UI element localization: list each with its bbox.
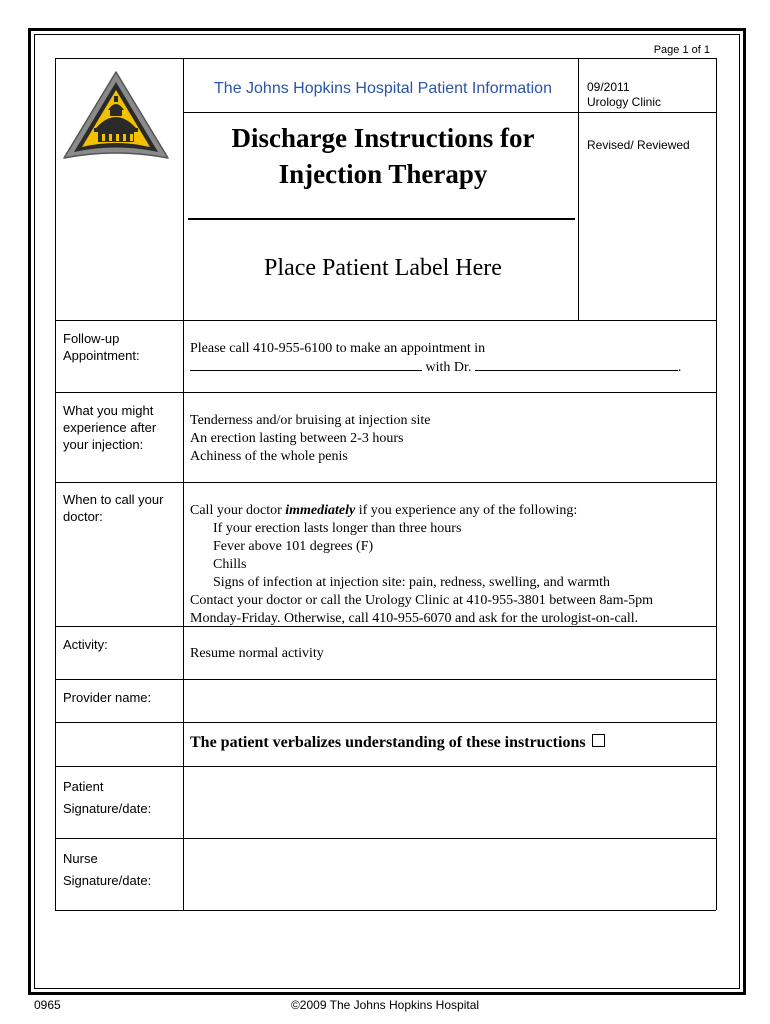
patient-label-placeholder: Place Patient Label Here: [264, 255, 502, 281]
table-divider-header-right: [578, 58, 579, 320]
row-divider: [55, 392, 716, 393]
patient-signature-label: [63, 776, 181, 820]
document-title-line2: Injection Therapy: [278, 159, 488, 189]
list-item: If your erection lasts longer than three hours: [213, 521, 462, 536]
row-divider: [55, 838, 716, 839]
nurse-label-line1: Nurse: [63, 851, 98, 866]
contact-line: Monday-Friday. Otherwise, call 410-955-6070 and ask for the urologist-on-call.: [190, 611, 639, 626]
copyright-notice: ©2009 The Johns Hopkins Hospital: [290, 998, 480, 1012]
revision-date: 09/2011: [587, 80, 630, 94]
table-border-right: [716, 58, 717, 910]
document-title-line1: Discharge Instructions for: [231, 123, 535, 153]
followup-fill-line: [190, 358, 710, 377]
patient-signature-field[interactable]: [186, 769, 714, 835]
department-name: Urology Clinic: [587, 95, 662, 109]
call-doctor-intro: [190, 502, 710, 520]
table-border-bottom: [55, 910, 716, 911]
contact-line: Contact your doctor or call the Urology Clinic at 410-955-3801 between 8am-5pm: [190, 593, 654, 608]
experience-list: [190, 412, 710, 466]
activity-text: Resume normal activity: [190, 646, 324, 661]
table-divider-label-column: [183, 58, 184, 910]
verbalize-text: The patient verbalizes understanding of these instructions: [190, 734, 586, 751]
list-item: Achiness of the whole penis: [190, 449, 348, 464]
row-divider: [55, 482, 716, 483]
followup-label: Follow-up Appointment:: [63, 331, 140, 363]
hospital-title: The Johns Hopkins Hospital Patient Information: [214, 80, 552, 97]
list-item: Signs of infection at injection site: pain, redness, swelling, and warmth: [213, 575, 610, 590]
table-border-left: [55, 58, 56, 910]
page-number: Page 1 of 1: [653, 44, 710, 56]
header-row-divider: [183, 112, 716, 113]
list-item: Fever above 101 degrees (F): [213, 539, 374, 554]
understanding-checkbox[interactable]: [592, 734, 605, 747]
with-dr-text: with Dr.: [422, 360, 475, 375]
row-divider: [55, 679, 716, 680]
title-underline: [188, 218, 575, 220]
table-border-top: [55, 58, 716, 59]
call-doctor-label: When to call your doctor:: [63, 492, 164, 524]
followup-content: [190, 340, 710, 377]
doctor-name-field[interactable]: [475, 358, 678, 371]
appointment-timeframe-field[interactable]: [190, 358, 422, 371]
verbalize-statement: [190, 734, 710, 752]
intro-text-end: if you experience any of the following:: [355, 503, 578, 518]
activity-label: Activity:: [63, 637, 108, 652]
list-item: Tenderness and/or bruising at injection site: [190, 413, 431, 428]
provider-label: Provider name:: [63, 690, 152, 705]
followup-text: Please call 410-955-6100 to make an appointment in: [190, 341, 486, 356]
row-divider: [55, 722, 716, 723]
document-title: [188, 120, 578, 192]
nurse-signature-field[interactable]: [186, 841, 714, 907]
nurse-label-line2: Signature/date:: [63, 873, 152, 888]
intro-emphasis: immediately: [285, 503, 356, 518]
patient-label-line2: Signature/date:: [63, 801, 152, 816]
provider-name-field[interactable]: [186, 682, 714, 720]
experience-label: What you might experience after your injection:: [63, 403, 157, 452]
call-doctor-content: [190, 502, 710, 628]
list-item: An erection lasting between 2-3 hours: [190, 431, 404, 446]
hospital-logo-icon: [60, 70, 172, 162]
row-divider: [55, 766, 716, 767]
list-item: Chills: [213, 557, 247, 572]
row-divider: [55, 320, 716, 321]
nurse-signature-label: [63, 848, 181, 892]
patient-label-line1: Patient: [63, 779, 104, 794]
form-code: 0965: [34, 998, 61, 1012]
revised-reviewed-label: Revised/ Reviewed: [587, 138, 690, 152]
followup-end-period: .: [677, 360, 682, 375]
intro-text: Call your doctor: [190, 503, 286, 518]
